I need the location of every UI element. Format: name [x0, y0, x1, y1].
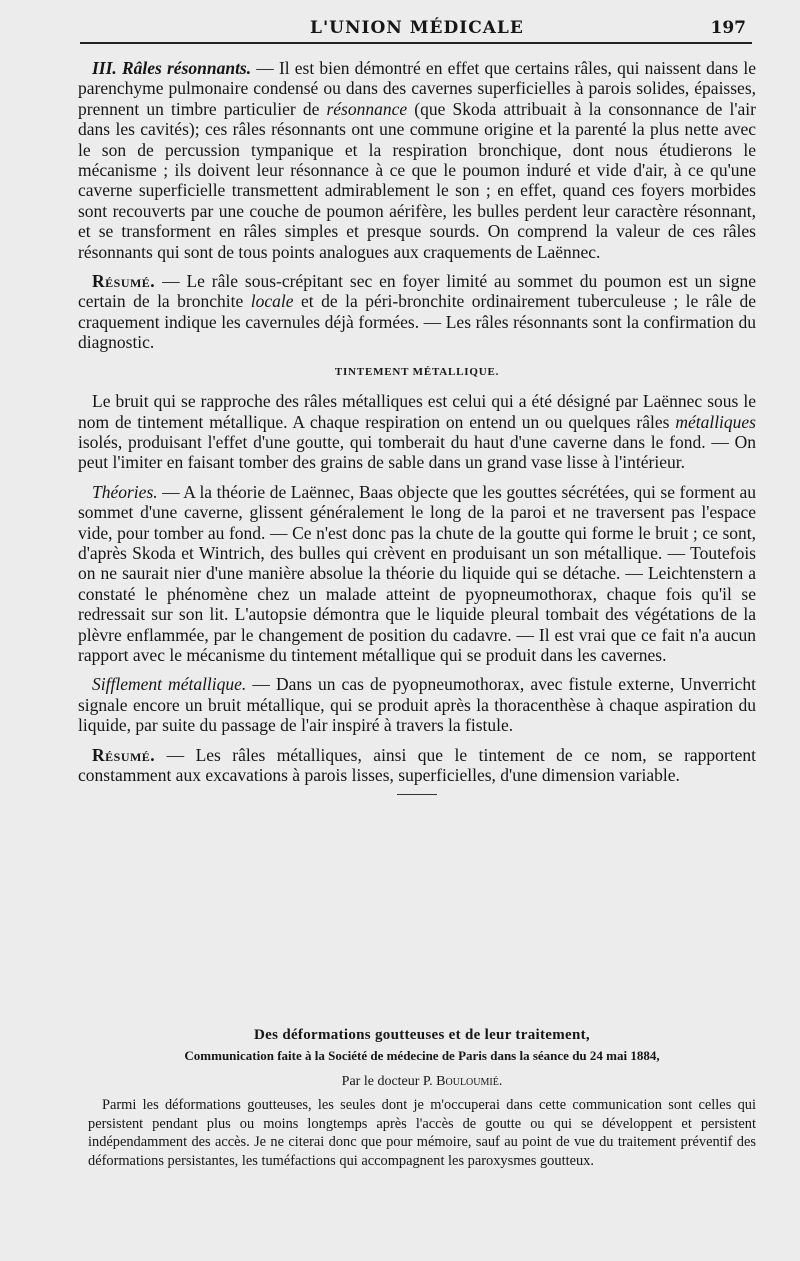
- paragraph-sifflement: [78, 674, 756, 735]
- author-prefix: Par le docteur P.: [341, 1074, 437, 1089]
- paragraph-text: — A la théorie de Laënnec, Baas objecte que les gouttes sécrétées, qui se forment au sommet d'une caverne, glissent généralement le long de la paroi et ne traversent pas l'espace vide, pour tomber au fond. — Ce n'est donc pas la chute de la goutte qui forme le bruit ; ce sont, d'après Skoda et Wintrich, des bulles qui crèvent en produisant un son métallique. — Toutefois on ne saurait nier d'une manière absolue la théorie du liquide qui se détache. — Leichtenstern a constaté le phénomène chez un malade atteint de pyopneumothorax, chaque fois qu'il se redressait sur son lit. L'autopsie démontra que le liquide pleural tombait des végétations de la plèvre enflammée, par le changement de position du cadavre. — Il est vrai que ce fait n'a aucun rapport avec le mécanisme du tintement métallique qui se produit dans les cavernes.: [78, 481, 756, 665]
- paragraph-theories: [78, 482, 756, 666]
- resume-label: Résumé.: [92, 744, 156, 765]
- paragraph-text: et de la péri-bronchite ordinairement tuberculeuse ; le râle de craquement indique les cavernules déjà formées. — Les râles résonnants sont la confirmation du diagnostic.: [78, 291, 756, 353]
- page-number: 197: [710, 18, 746, 38]
- article: [88, 1027, 756, 1170]
- running-title: L'UNION MÉDICALE: [310, 18, 524, 38]
- paragraph-text: — Il est bien démontré en effet que certains râles, qui naissent dans le parenchyme pulmonaire condensé ou dans des cavernes superficielles à parois solides, épaisses, prennent un timbre particulier de: [78, 58, 756, 119]
- article-subtitle: Communication faite à la Société de médecine de Paris dans la séance du 24 mai 1884,: [184, 1048, 660, 1063]
- paragraph-text: — Les râles métalliques, ainsi que le tintement de ce nom, se rapportent constamment aux excavations à parois lisses, superficielles, d'une dimension variable.: [78, 744, 756, 785]
- section-label: Théories.: [92, 481, 158, 502]
- article-title: Des déformations goutteuses et de leur traitement,: [254, 1027, 590, 1043]
- author-name: Bouloumié.: [436, 1074, 503, 1089]
- paragraph-text: — Le râle sous-crépitant sec en foyer limité au sommet du poumon est un signe certain de la bronchite: [78, 271, 756, 312]
- paragraph-text: (que Skoda attribuait à la consonnance de l'air dans les cavités); ces râles résonnants ont une commune origine et la parenté la plus nette avec le son de percussion tympanique et la respiration bronchique, dont nous étudierons le mécanisme ; ils doivent leur résonnance à ce que le poumon induré et vide d'air, à ce qu'une caverne superficielle transmettent admirablement le son ; en effet, quand ces foyers morbides sont recouverts par une couche de poumon aérifère, les bulles perdent leur caractère résonnant, et se transforment en râles simples et presque sourds. On comprend la valeur de ces râles résonnants qui sont de tous points analogues aux craquements de Laënnec.: [78, 98, 756, 262]
- running-header: [80, 14, 752, 44]
- paragraph-resume-2: [78, 745, 756, 786]
- section-label: Sifflement métallique.: [92, 674, 247, 695]
- main-text: [78, 58, 756, 813]
- article-body: Parmi les déformations goutteuses, les seules dont je m'occuperai dans cette communication sont celles qui persistent pendant plus ou moins longtemps après l'accès de goutte ou qui se développent et persistent indépendamment des accès. Je ne citerai donc que pour mémoire, sauf au point de vue du traitement préventif des déformations persistantes, les tuméfactions qui accompagnent les paroxysmes goutteux.: [88, 1097, 756, 1169]
- italic-term: résonnance: [326, 98, 408, 119]
- italic-term: locale: [250, 291, 294, 312]
- paragraph-rales-resonnants: [78, 58, 756, 262]
- section-label: III. Râles résonnants.: [92, 58, 252, 78]
- paragraph-resume-1: [78, 271, 756, 353]
- section-heading-tintement: TINTEMENT MÉTALLIQUE.: [334, 365, 500, 378]
- italic-term: métalliques: [675, 411, 756, 432]
- paragraph-text: isolés, produisant l'effet d'une goutte, qui tomberait du haut d'une caverne dans le fond. — On peut l'imiter en faisant tomber des grains de sable dans un grand vase lisse à l'intérieur.: [78, 431, 756, 473]
- article-author: [88, 1074, 756, 1090]
- paragraph-tintement: [78, 391, 756, 473]
- resume-label: Résumé.: [92, 271, 156, 292]
- paragraph-text: Le bruit qui se rapproche des râles métalliques est celui qui a été désigné par Laënnec sous le nom de tintement métallique. A chaque respiration on entend un ou quelques râles: [78, 391, 756, 432]
- section-divider: [397, 794, 437, 795]
- paragraph-text: — Dans un cas de pyopneumothorax, avec fistule externe, Unverricht signale encore un bruit métallique, qui se produit après la thoracenthèse à chaque aspiration du liquide, par suite du passage de l'air inspiré à travers la fistule.: [78, 674, 756, 736]
